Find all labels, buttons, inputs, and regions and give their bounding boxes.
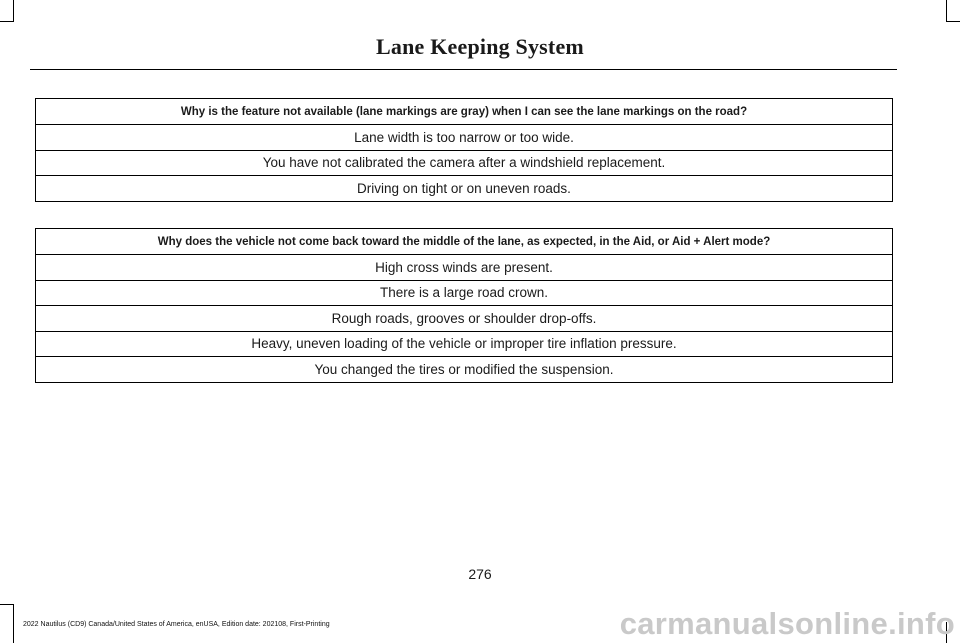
crop-mark-top-left-horizontal xyxy=(0,21,14,22)
table-row xyxy=(36,150,893,176)
table-row xyxy=(36,331,893,357)
table-row xyxy=(36,306,893,332)
table-row xyxy=(36,280,893,306)
table-row xyxy=(36,125,893,151)
faq-answer: Heavy, uneven loading of the vehicle or improper tire inflation pressure. xyxy=(36,331,893,357)
table-row xyxy=(36,255,893,281)
crop-mark-top-right-vertical xyxy=(946,0,947,22)
edition-footer: 2022 Nautilus (CD9) Canada/United States of America, enUSA, Edition date: 202108, First-Printing xyxy=(23,621,330,628)
crop-mark-top-left-vertical xyxy=(13,0,14,22)
faq-answer: Rough roads, grooves or shoulder drop-offs. xyxy=(36,306,893,332)
faq-answer: Lane width is too narrow or too wide. xyxy=(36,125,893,151)
faq-answer: Driving on tight or on uneven roads. xyxy=(36,176,893,202)
page-title: Lane Keeping System xyxy=(376,34,584,59)
faq-question: Why is the feature not available (lane markings are gray) when I can see the lane markings on the road? xyxy=(36,99,893,125)
faq-question: Why does the vehicle not come back toward the middle of the lane, as expected, in the Aid, or Aid + Alert mode? xyxy=(36,229,893,255)
faq-table-unavailable xyxy=(35,98,893,202)
table-row xyxy=(36,357,893,383)
table-row xyxy=(36,176,893,202)
crop-mark-bottom-left-horizontal xyxy=(0,604,14,605)
faq-answer: High cross winds are present. xyxy=(36,255,893,281)
header-rule xyxy=(30,69,897,70)
faq-table-not-centering xyxy=(35,228,893,383)
watermark: carmanualsonline.info xyxy=(619,606,955,641)
faq-answer: You changed the tires or modified the suspension. xyxy=(36,357,893,383)
page-number: 276 xyxy=(468,566,492,582)
crop-mark-top-right-horizontal xyxy=(946,21,960,22)
faq-answer: There is a large road crown. xyxy=(36,280,893,306)
faq-answer: You have not calibrated the camera after a windshield replacement. xyxy=(36,150,893,176)
crop-mark-bottom-left-vertical xyxy=(13,604,14,643)
